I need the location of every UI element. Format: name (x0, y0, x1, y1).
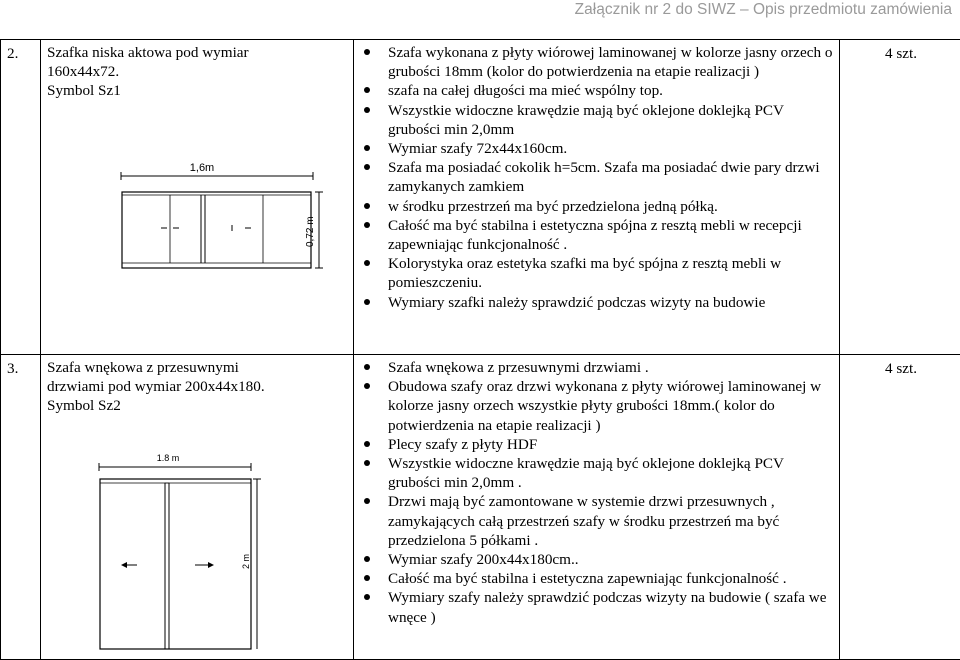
description-item: Wszystkie widoczne krawędzie mają być oklejone doklejką PCV grubości min 2,0mm . (386, 454, 839, 492)
item-name-line: Symbol Sz2 (47, 397, 121, 415)
description-item: Całość ma być stabilna i estetyczna spójna z resztą mebli w recepcji zapewniając funkcjonalność . (386, 216, 839, 254)
description-item: Drzwi mają być zamontowane w systemie drzwi przesuwnych , zamykających całą przestrzeń szafy w środku przestrzeń ma być przedzielona 5 półkami . (386, 492, 839, 550)
item-name-cell (41, 355, 354, 660)
description-item: Wymiary szafki należy sprawdzić podczas wizyty na budowie (386, 293, 839, 312)
wardrobe-sz2-drawing (71, 445, 271, 650)
item-name-line: Szafka niska aktowa pod wymiar (47, 44, 249, 61)
description-item: w środku przestrzeń ma być przedzielona jedną półką. (386, 197, 839, 216)
cabinet-sz1-drawing (77, 155, 327, 270)
description-item: Obudowa szafy oraz drzwi wykonana z płyty wiórowej laminowanej w kolorze jasny orzech wszystkie płyty grubości 18mm.( kolor do potwierdzenia na etapie realizacji ) (386, 377, 839, 435)
item-number: 3. (1, 355, 41, 660)
height-dimension-label: 2 m (241, 553, 251, 569)
item-name-cell (41, 40, 354, 355)
description-item: Całość ma być stabilna i estetyczna zapewniając funkcjonalność . (386, 569, 839, 588)
item-quantity: 4 szt. (840, 355, 960, 660)
description-item: Plecy szafy z płyty HDF (386, 435, 839, 454)
description-list (354, 358, 839, 627)
item-name-line: Szafa wnękowa z przesuwnymi (47, 359, 239, 376)
item-name-line: drzwiami pod wymiar 200x44x180. (47, 378, 265, 396)
description-item: Szafa wykonana z płyty wiórowej laminowanej w kolorze jasny orzech o grubości 18mm (kolor do potwierdzenia na etapie realizacji ) (386, 43, 839, 81)
description-item: szafa na całej długości ma mieć wspólny top. (386, 81, 839, 100)
width-dimension-label: 1.8 m (156, 453, 180, 463)
description-item: Wszystkie widoczne krawędzie mają być oklejone doklejką PCV grubości min 2,0mm (386, 101, 839, 139)
specification-table (0, 39, 960, 660)
description-item: Szafa wnękowa z przesuwnymi drzwiami . (386, 358, 839, 377)
description-item: Kolorystyka oraz estetyka szafki ma być spójna z resztą mebli w pomieszczeniu. (386, 254, 839, 292)
item-name-line: 160x44x72. (47, 63, 120, 81)
item-quantity: 4 szt. (840, 40, 960, 355)
description-item: Wymiary szafy należy sprawdzić podczas wizyty na budowie ( szafa we wnęce ) (386, 588, 839, 626)
item-description-cell (354, 40, 840, 355)
height-dimension-label: 0,72 m (305, 216, 316, 247)
table-row (1, 40, 960, 355)
page-header: Załącznik nr 2 do SIWZ – Opis przedmiotu zamówienia (574, 1, 952, 18)
item-number: 2. (1, 40, 41, 355)
table-row (1, 355, 960, 660)
description-list (354, 43, 839, 312)
item-name-line: Symbol Sz1 (47, 82, 121, 100)
description-item: Wymiar szafy 200x44x180cm.. (386, 550, 839, 569)
width-dimension-label: 1,6m (189, 162, 215, 174)
description-item: Szafa ma posiadać cokolik h=5cm. Szafa ma posiadać dwie pary drzwi zamykanych zamkiem (386, 158, 839, 196)
item-description-cell (354, 355, 840, 660)
description-item: Wymiar szafy 72x44x160cm. (386, 139, 839, 158)
